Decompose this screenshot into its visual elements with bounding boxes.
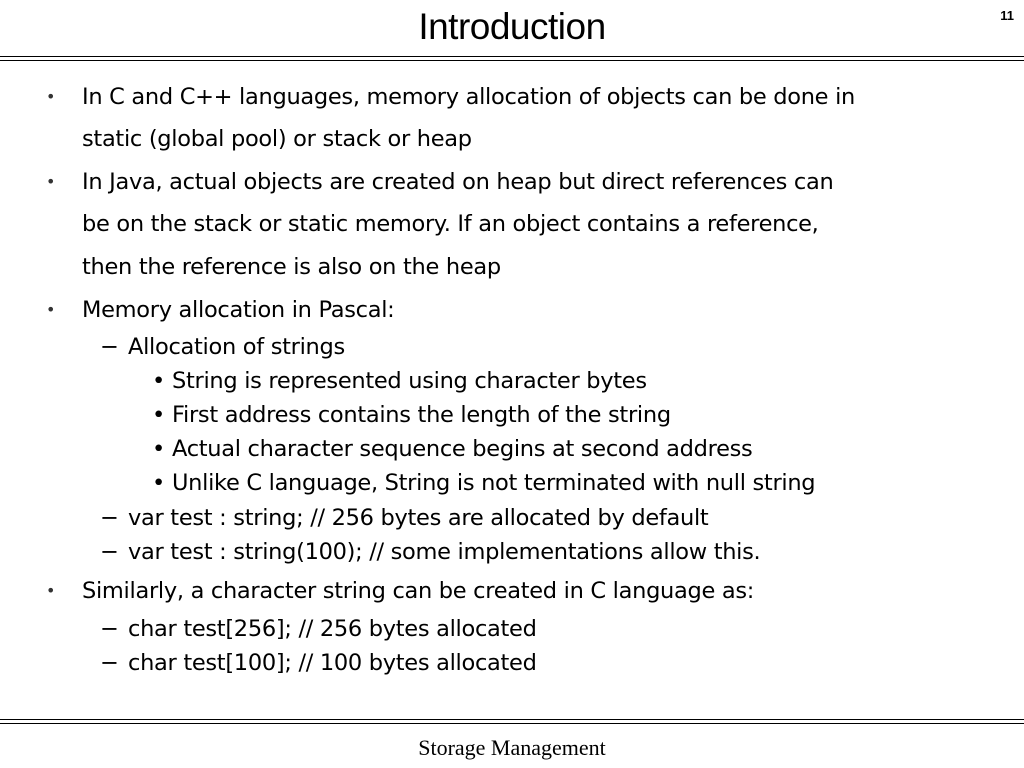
sub-item-text: Allocation of strings — [128, 334, 345, 360]
sub-item-char-256 — [100, 612, 537, 646]
bullet-item-2-cont — [82, 203, 819, 245]
sub-sub-item — [152, 398, 671, 432]
bullet-text: Similarly, a character string can be created in C language as: — [82, 578, 755, 604]
slide-footer: Storage Management — [418, 735, 606, 760]
sub-item-var-string100 — [100, 535, 760, 569]
sub-item-char-100 — [100, 646, 537, 680]
bullet-icon: • — [46, 300, 56, 319]
bullet-icon: • — [152, 436, 165, 462]
sub-sub-item — [152, 432, 752, 466]
bullet-icon: • — [46, 172, 56, 191]
bullet-item-3 — [46, 289, 395, 331]
sub-sub-item — [152, 364, 647, 398]
sub-sub-item-text: First address contains the length of the string — [172, 402, 671, 428]
dash-icon: − — [100, 505, 119, 531]
bullet-icon: • — [46, 87, 56, 106]
bullet-icon: • — [152, 470, 165, 496]
bullet-item-2 — [46, 161, 834, 203]
sub-item-strings — [100, 330, 345, 364]
sub-sub-item-text: String is represented using character bytes — [172, 368, 647, 394]
dash-icon: − — [100, 334, 119, 360]
bullet-text: Memory allocation in Pascal: — [82, 297, 395, 323]
sub-sub-item-text: Actual character sequence begins at second address — [172, 436, 753, 462]
sub-item-text: char test[256]; // 256 bytes allocated — [128, 616, 537, 642]
bullet-text: In Java, actual objects are created on heap but direct references can — [82, 169, 834, 195]
sub-sub-item — [152, 466, 815, 500]
bullet-text: be on the stack or static memory. If an object contains a reference, — [82, 211, 819, 237]
bullet-text: In C and C++ languages, memory allocation of objects can be done in — [82, 84, 855, 110]
bullet-item-4 — [46, 570, 755, 612]
bullet-icon: • — [46, 581, 56, 600]
sub-item-text: var test : string(100); // some implementations allow this. — [128, 539, 761, 565]
dash-icon: − — [100, 650, 119, 676]
dash-icon: − — [100, 539, 119, 565]
bullet-icon: • — [152, 368, 165, 394]
sub-item-text: var test : string; // 256 bytes are allocated by default — [128, 505, 709, 531]
sub-sub-item-text: Unlike C language, String is not terminated with null string — [172, 470, 816, 496]
bullet-text: static (global pool) or stack or heap — [82, 126, 472, 152]
sub-item-text: char test[100]; // 100 bytes allocated — [128, 650, 537, 676]
top-divider — [0, 56, 1024, 61]
page-number: 11 — [1000, 8, 1014, 23]
bullet-text: then the reference is also on the heap — [82, 254, 501, 280]
bullet-item-2-cont — [82, 246, 501, 288]
sub-item-var-string — [100, 501, 708, 535]
bullet-item-1 — [46, 76, 855, 118]
bullet-item-1-cont — [82, 118, 472, 160]
slide-title: Introduction — [418, 6, 606, 47]
bullet-icon: • — [152, 402, 165, 428]
bottom-divider — [0, 719, 1024, 724]
dash-icon: − — [100, 616, 119, 642]
